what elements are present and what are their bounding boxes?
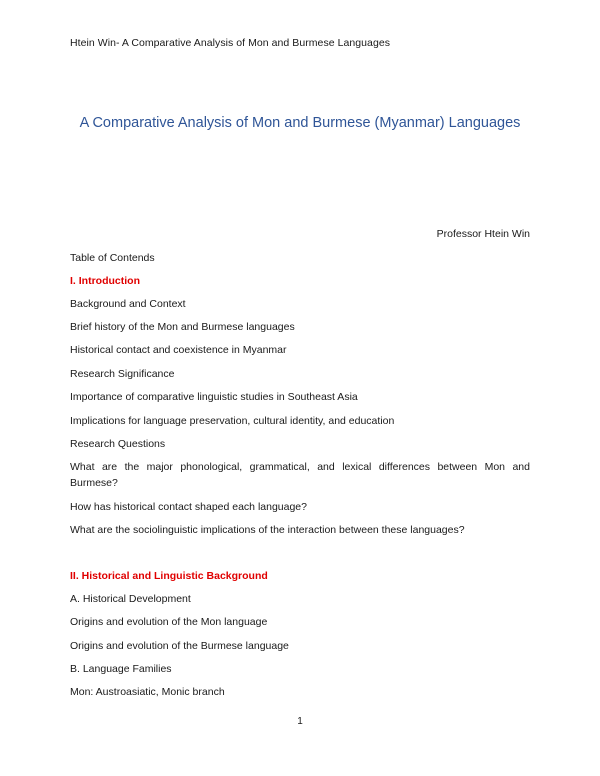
page-number: 1: [297, 716, 303, 727]
toc-item: Research Questions: [70, 438, 166, 450]
toc-item: Origins and evolution of the Mon language: [70, 616, 268, 628]
toc-item: Origins and evolution of the Burmese language: [70, 640, 289, 652]
author-name: Professor Htein Win: [436, 228, 530, 240]
toc-item: Mon: Austroasiatic, Monic branch: [70, 686, 225, 698]
toc-item: Implications for language preservation, cultural identity, and education: [70, 415, 395, 427]
toc-item: Importance of comparative linguistic studies in Southeast Asia: [70, 391, 358, 403]
research-question-1-line-1: What are the major phonological, grammatical, and lexical differences between Mon and: [70, 461, 530, 473]
toc-item: B. Language Families: [70, 663, 172, 675]
toc-item: Historical contact and coexistence in Myanmar: [70, 344, 287, 356]
toc-item: A. Historical Development: [70, 593, 191, 605]
research-question-2: How has historical contact shaped each language?: [70, 501, 307, 513]
document-title: A Comparative Analysis of Mon and Burmese (Myanmar) Languages: [79, 115, 521, 131]
research-question-3: What are the sociolinguistic implications of the interaction between these languages?: [70, 524, 465, 536]
section-heading-background: II. Historical and Linguistic Background: [70, 570, 268, 582]
running-header: Htein Win- A Comparative Analysis of Mon and Burmese Languages: [70, 37, 391, 49]
toc-label: Table of Contends: [70, 252, 155, 264]
toc-item: Brief history of the Mon and Burmese languages: [70, 321, 295, 333]
toc-item: Research Significance: [70, 368, 175, 380]
research-question-1-line-2: Burmese?: [70, 477, 118, 489]
toc-item: Background and Context: [70, 298, 186, 310]
section-heading-introduction: I. Introduction: [70, 275, 140, 287]
